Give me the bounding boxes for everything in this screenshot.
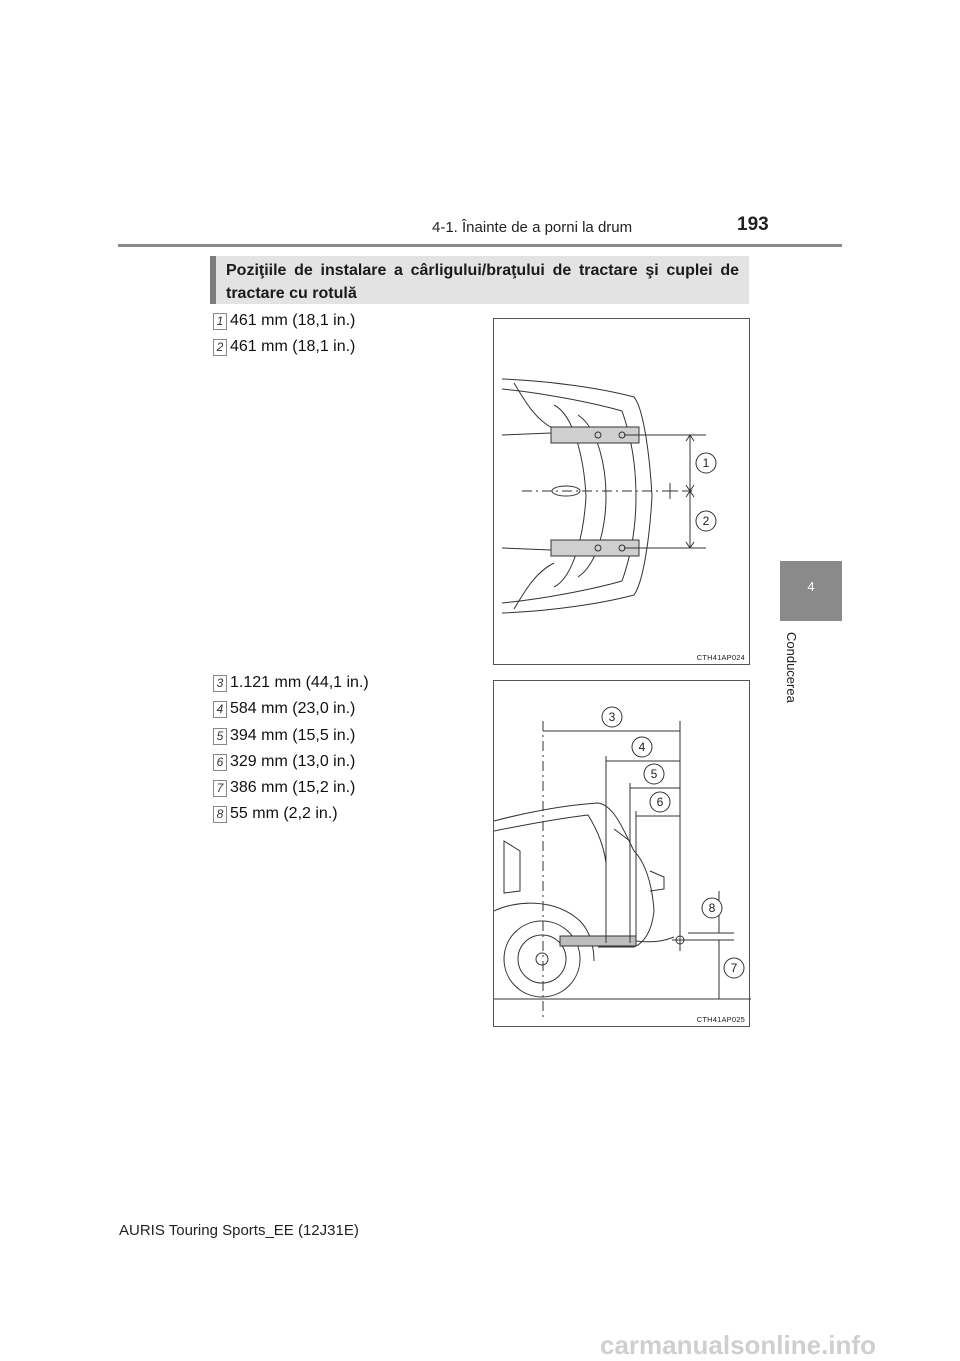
callout-5: 5 [650, 767, 658, 781]
dimension-value: 584 mm (23,0 in.) [230, 700, 356, 718]
callout-2: 2 [702, 514, 710, 528]
section-title-box [210, 256, 749, 304]
callout-8: 8 [708, 901, 716, 915]
chapter-tab [780, 561, 842, 621]
callout-4: 4 [638, 740, 646, 754]
item-number: 4 [213, 701, 227, 718]
car-top-view-illustration [494, 319, 751, 666]
figure-side-view [493, 680, 750, 1027]
section-title: Poziţiile de instalare a cârligului/braţului de tractare şi cuplei de tractare cu rotulă [226, 262, 739, 302]
figure-code: CTH41AP024 [696, 653, 745, 662]
dimension-value: 329 mm (13,0 in.) [230, 752, 356, 770]
item-number: 1 [213, 313, 227, 330]
dimension-value: 1.121 mm (44,1 in.) [230, 674, 369, 691]
figure-top-view [493, 318, 750, 665]
item-number: 8 [213, 806, 227, 823]
item-number: 2 [213, 339, 227, 356]
car-side-view-illustration [494, 681, 751, 1028]
item-number: 5 [213, 728, 227, 745]
item-number: 7 [213, 780, 227, 797]
header-divider [118, 244, 842, 247]
figure-code: CTH41AP025 [696, 1015, 745, 1024]
item-number: 6 [213, 754, 227, 771]
callout-7: 7 [730, 961, 738, 975]
document-footer: AURIS Touring Sports_EE (12J31E) [119, 1222, 359, 1239]
page-number: 193 [737, 214, 769, 235]
callout-3: 3 [608, 710, 616, 724]
callout-1: 1 [702, 456, 710, 470]
dimension-value: 461 mm (18,1 in.) [230, 312, 356, 329]
section-header: 4-1. Înainte de a porni la drum [432, 219, 633, 236]
dimension-value: 461 mm (18,1 in.) [230, 338, 356, 356]
watermark: carmanualsonline.info [600, 1330, 876, 1360]
dimension-value: 386 mm (15,2 in.) [230, 779, 356, 797]
dimension-value: 55 mm (2,2 in.) [230, 805, 338, 823]
dimension-value: 394 mm (15,5 in.) [230, 726, 356, 744]
chapter-number: 4 [807, 579, 815, 594]
chapter-label: Conducerea [784, 632, 799, 703]
item-number: 3 [213, 675, 227, 692]
callout-6: 6 [656, 795, 664, 809]
